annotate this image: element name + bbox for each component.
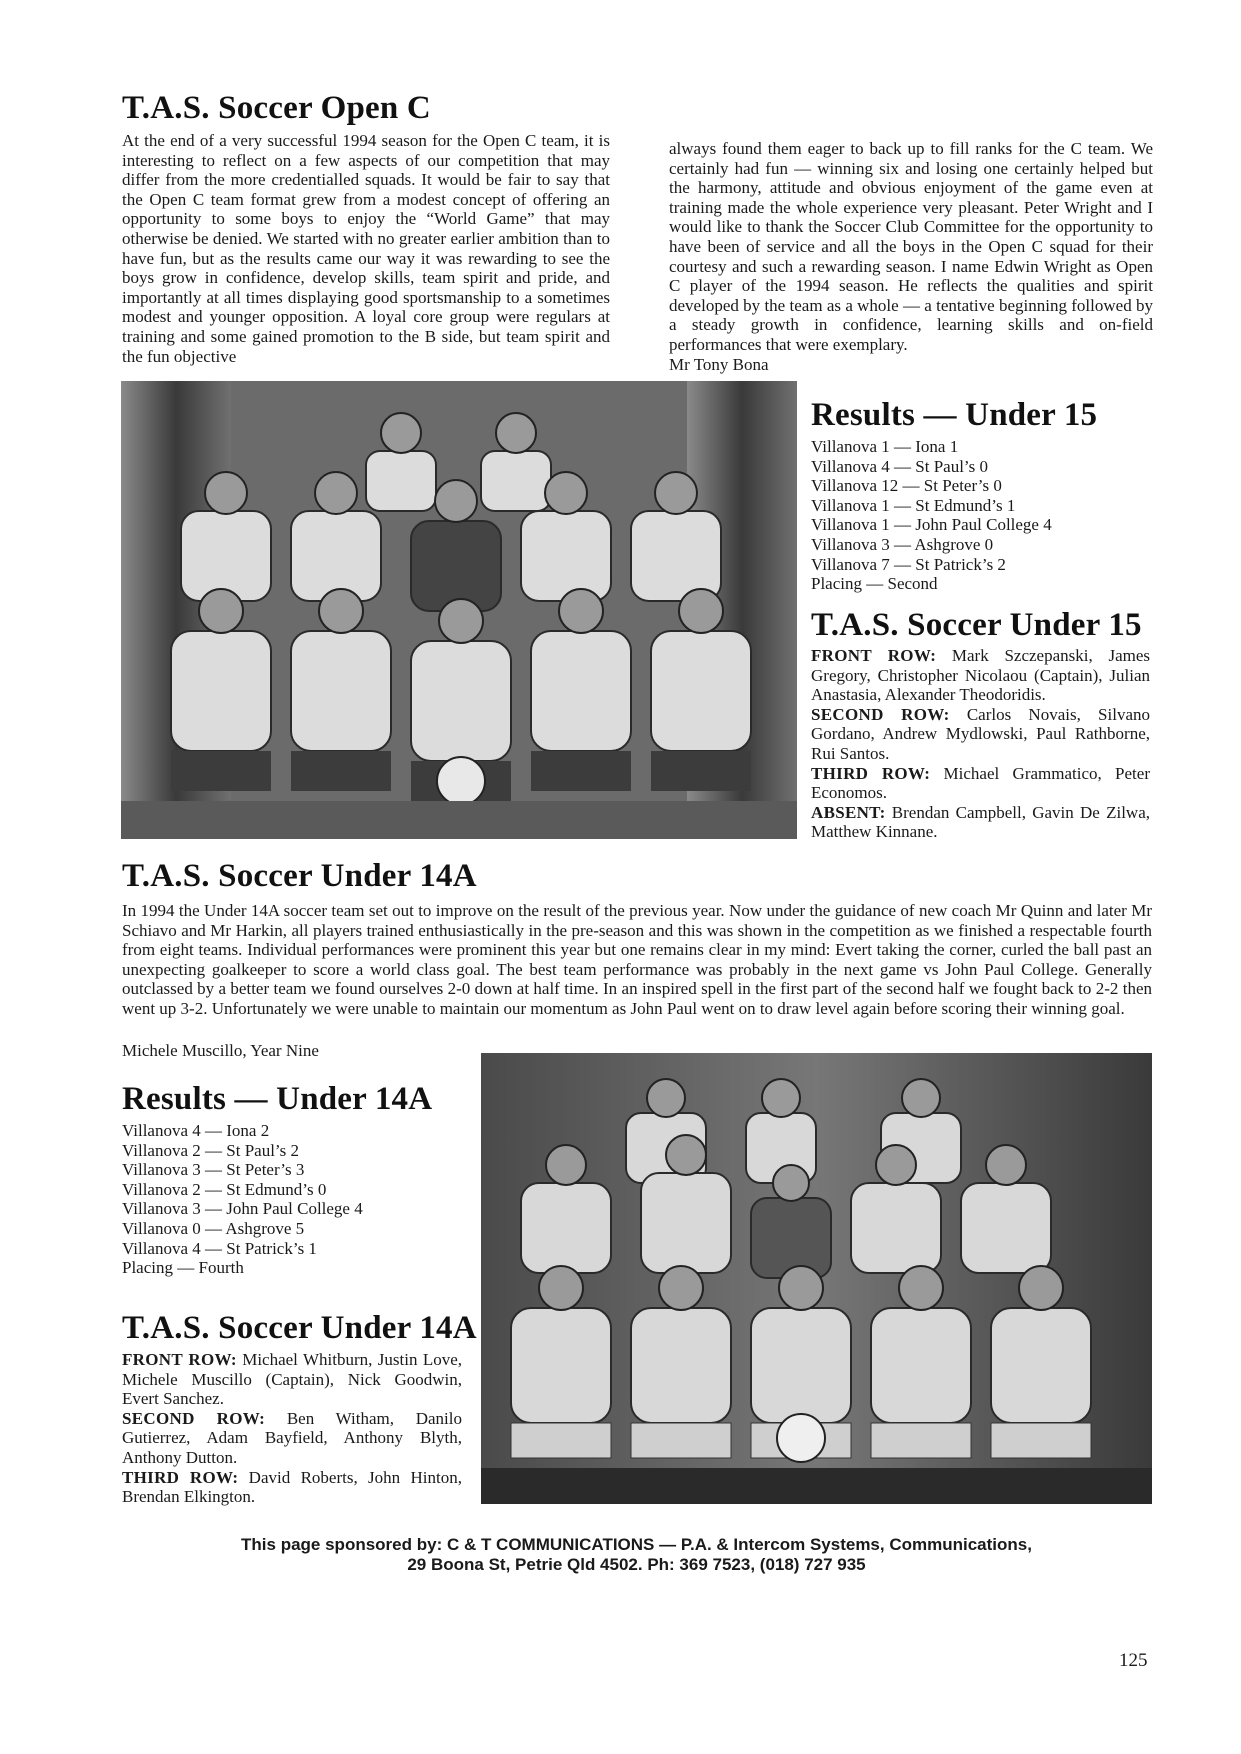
under-14a-title: T.A.S. Soccer Under 14A	[122, 858, 477, 894]
under-14a-team-title: T.A.S. Soccer Under 14A	[122, 1310, 477, 1346]
open-c-title: T.A.S. Soccer Open C	[122, 90, 431, 126]
result-item: Villanova 3 — John Paul College 4	[122, 1199, 363, 1219]
front-row-label: FRONT ROW:	[811, 646, 937, 665]
open-c-author: Mr Tony Bona	[669, 355, 769, 374]
result-item: Villanova 0 — Ashgrove 5	[122, 1218, 305, 1238]
under-14a-paragraph: In 1994 the Under 14A soccer team set out to improve on the result of the previous year. Now under the guidance of new coach Mr Quinn and later Mr Schiavo and Mr Harkin, all players trained enthusiastically in the pre-season and this was shown in the competition as we finished a respectable fourth from eight teams. Individual performances were prominent this year but one remains clear in my mind: Evert taking the corner, curled the ball past an unexpecting goalkeeper to score a world class goal. The best team performance was probably in the next game vs John Paul College. Generally outclassed by a better team we found ourselves 2-0 down at half time. In an inspired spell in the first part of the second half we fought back to 2-2 then went up 3-2. Unfortunately we were unable to maintain our momentum as John Paul went on to draw level again before scoring their winning goal.	[122, 901, 1152, 1018]
result-item: Villanova 12 — St Peter’s 0	[811, 476, 1002, 496]
third-row-label: THIRD ROW:	[811, 763, 931, 783]
front-row-names: Mark Szczepanski, James Gregory, Christopher Nicolaou (Captain), Julian Anastasia, Alexander Theodoridis.	[811, 646, 1150, 705]
open-c-paragraph-left: At the end of a very successful 1994 season for the Open C team, it is interesting to reflect on a few aspects of our competition that may differ from the more credentialled squads. It would be fair to say that the Open C team format grew from a modest concept of offering an opportunity to some boys to enjoy the “World Game” that may otherwise be denied. We started with no greater earlier ambition than to have fun, but as the results came our way it was rewarding to see the boys grow in confidence, develop skills, team spirit and pride, and importantly at all times displaying good sportsmanship to a sometimes modest and younger opposition. A loyal core group were regulars at training and some gained promotion to the B side, but team spirit and the fun objective	[122, 131, 610, 366]
result-item: Villanova 4 — Iona 2	[122, 1121, 270, 1140]
result-item: Villanova 4 — St Patrick’s 1	[122, 1238, 317, 1258]
third-row-label: THIRD ROW:	[122, 1467, 239, 1487]
front-row-names: Michael Whitburn, Justin Love, Michele Muscillo (Captain), Nick Goodwin, Evert Sanchez.	[122, 1350, 463, 1409]
second-row-label: SECOND ROW:	[122, 1408, 266, 1428]
front-row-label: FRONT ROW:	[122, 1350, 237, 1369]
sponsor-line-2: 29 Boona St, Petrie Qld 4502. Ph: 369 7523, (018) 727 935	[407, 1555, 866, 1574]
result-item: Villanova 2 — St Paul’s 2	[122, 1140, 300, 1160]
page-number: 125	[1119, 1650, 1148, 1671]
under-15-results-title: Results — Under 15	[811, 397, 1098, 433]
result-item: Villanova 3 — Ashgrove 0	[811, 534, 994, 554]
under-15-team-photo	[121, 381, 797, 839]
absent-label: ABSENT:	[811, 802, 886, 822]
result-item: Villanova 7 — St Patrick’s 2	[811, 554, 1006, 574]
second-row-names: Carlos Novais, Silvano Gordano, Andrew Mydlowski, Paul Rathborne, Rui Santos.	[811, 704, 1150, 763]
under-14a-results-title: Results — Under 14A	[122, 1081, 433, 1117]
third-row-names: David Roberts, John Hinton, Brendan Elkington.	[122, 1467, 462, 1507]
second-row-names: Ben Witham, Danilo Gutierrez, Adam Bayfield, Anthony Blyth, Anthony Dutton.	[122, 1408, 462, 1467]
result-item: Villanova 1 — Iona 1	[811, 437, 959, 456]
second-row-label: SECOND ROW:	[811, 704, 950, 724]
sponsor-note	[121, 1535, 1152, 1575]
third-row-names: Michael Grammatico, Peter Economos.	[811, 763, 1150, 803]
result-item: Villanova 1 — John Paul College 4	[811, 515, 1052, 535]
result-item: Villanova 4 — St Paul’s 0	[811, 456, 989, 476]
result-item: Villanova 2 — St Edmund’s 0	[122, 1179, 327, 1199]
result-item: Placing — Second	[811, 574, 938, 594]
result-item: Placing — Fourth	[122, 1258, 244, 1278]
result-item: Villanova 1 — St Edmund’s 1	[811, 495, 1016, 515]
result-item: Villanova 3 — St Peter’s 3	[122, 1160, 305, 1180]
under-14a-team-photo	[481, 1053, 1152, 1504]
under-15-team-title: T.A.S. Soccer Under 15	[811, 607, 1142, 643]
absent-names: Brendan Campbell, Gavin De Zilwa, Matthew Kinnane.	[811, 802, 1150, 842]
under-14a-author: Michele Muscillo, Year Nine	[122, 1041, 319, 1060]
under-15-results-list	[811, 437, 1052, 594]
under-15-team-lineup	[811, 646, 1150, 842]
under-14a-team-lineup	[122, 1350, 462, 1507]
sponsor-line-1: This page sponsored by: C & T COMMUNICATIONS — P.A. & Intercom Systems, Communications,	[241, 1535, 1032, 1554]
open-c-paragraph-right: always found them eager to back up to fill ranks for the C team. We certainly had fun — winning six and losing one certainly helped but the harmony, attitude and obvious enjoyment of the game even at training made the whole experience very pleasant. Peter Wright and I would like to thank the Soccer Club Committee for the opportunity to have been of service and all the boys in the Open C squad for their courtesy and such a rewarding season. I name Edwin Wright as Open C player of the 1994 season. He reflects the qualities and spirit developed by the team as a whole — a tentative beginning followed by a steady growth in confidence, learning skills and on-field performances that were exemplary.	[669, 139, 1153, 354]
under-14a-results-list	[122, 1121, 363, 1278]
